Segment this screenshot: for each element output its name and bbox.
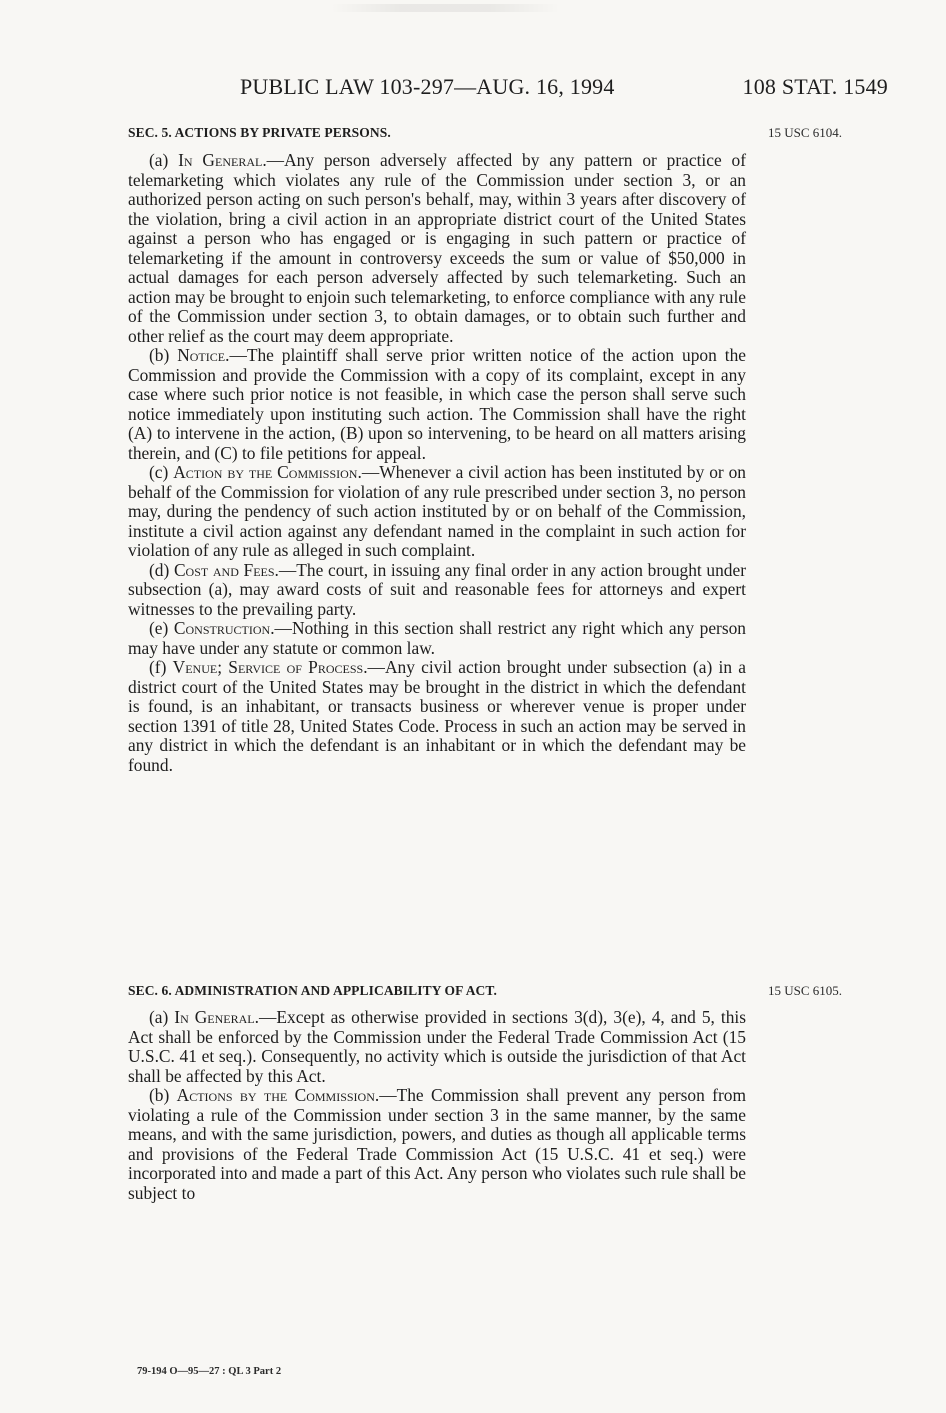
paragraph-label: (c): [149, 462, 174, 482]
paragraph-label: (b): [149, 1085, 177, 1105]
paragraph-text: —Any civil action brought under subsection (a) in a district court of the United States may be brought in the district in which the defendant is found, is an inhabitant, or transacts business or wherever venue is proper under section 1391 of title 28, United States Code. Process in such an action may be served in any district in which the defendant is an inhabitant or in which the defendant may be found.: [128, 657, 746, 775]
paragraph-caption: Action by the Commission.: [173, 462, 362, 482]
section-5-body: [128, 151, 746, 775]
paragraph-text: —Any person adversely affected by any pattern or practice of telemarketing which violates any rule of the Commission under section 3, or an authorized person acting on such person's behalf, may, within 3 years after discovery of the violation, bring a civil action in an appropriate district court of the United States against a person who has engaged or is engaging in such pattern or practice of telemarketing if the amount in controversy exceeds the sum or value of $50,000 in actual damages for each person adversely affected by such telemarketing. Such an action may be brought to enjoin such telemarketing, to enforce compliance with any rule of the Commission under section 3, to obtain damages, or to obtain such further and other relief as the court may deem appropriate.: [128, 150, 746, 346]
paragraph-caption: In General.: [174, 1007, 259, 1027]
section-5-heading: SEC. 5. ACTIONS BY PRIVATE PERSONS.: [128, 125, 391, 140]
section-6-body: [128, 1008, 746, 1203]
paragraph-label: (f): [149, 657, 173, 677]
section-5-paragraph-b: [128, 346, 746, 463]
paragraph-text: —Except as otherwise provided in sections 3(d), 3(e), 4, and 5, this Act shall be enforced by the Commission under the Federal Trade Commission Act (15 U.S.C. 41 et seq.). Consequently, no activity which is outside the jurisdiction of that Act shall be affected by this Act.: [128, 1007, 746, 1086]
running-head: [0, 74, 946, 106]
section-5-margin-note: 15 USC 6104.: [768, 125, 843, 140]
paragraph-label: (a): [149, 150, 179, 170]
printer-code-footer: 79-194 O—95—27 : QL 3 Part 2: [137, 1366, 282, 1377]
section-6-paragraph-b: [128, 1086, 746, 1203]
section-5-paragraph-f: [128, 658, 746, 775]
paragraph-label: (b): [149, 345, 178, 365]
paragraph-caption: Notice.: [177, 345, 230, 365]
section-5-paragraph-d: [128, 561, 746, 620]
section-6-margin-note: 15 USC 6105.: [768, 983, 843, 998]
paragraph-text: —The Commission shall prevent any person from violating a rule of the Commission under section 3 in the same manner, by the same means, and with the same jurisdiction, powers, and duties as though all applicable terms and provisions of the Federal Trade Commission Act (15 U.S.C. 41 et seq.) were incorporated into and made a part of this Act. Any person who violates such rule shall be subject to: [128, 1085, 746, 1203]
paragraph-caption: Cost and Fees.: [173, 559, 279, 580]
section-6-heading: SEC. 6. ADMINISTRATION AND APPLICABILITY OF ACT.: [128, 983, 497, 998]
running-head-title: PUBLIC LAW 103-297—AUG. 16, 1994: [240, 74, 615, 99]
paragraph-caption: In General.: [178, 150, 267, 170]
paragraph-text: —The court, in issuing any final order in any action brought under subsection (a), may award costs of suit and reasonable fees for attorneys and expert witnesses to the prevailing party.: [128, 559, 746, 619]
section-5-paragraph-c: [128, 463, 746, 561]
paragraph-text: —The plaintiff shall serve prior written notice of the action upon the Commission and provide the Commission with a copy of its complaint, except in any case where such prior notice is not feasible, in which case the person shall serve such notice immediately upon instituting such action. The Commission shall have the right (A) to intervene in the action, (B) upon so intervening, to be heard on all matters arising therein, and (C) to file petitions for appeal.: [128, 345, 746, 463]
show-through-smudge: [330, 4, 560, 12]
paragraph-label: (d): [149, 559, 174, 580]
section-6-paragraph-a: [128, 1008, 746, 1086]
section-5-paragraph-e: [128, 619, 746, 658]
paragraph-label: (e): [149, 618, 174, 638]
paragraph-label: (a): [149, 1007, 175, 1027]
paragraph-text: —Whenever a civil action has been instituted by or on behalf of the Commission for violation of any rule prescribed under section 3, no person may, during the pendency of such action instituted by or on behalf of the Commission, institute a civil action against any defendant named in the complaint in such action for violation of any rule as alleged in such complaint.: [128, 462, 746, 560]
paragraph-caption: Actions by the Commission.: [176, 1085, 380, 1105]
paragraph-caption: Construction.: [173, 618, 275, 638]
section-5-paragraph-a: [128, 151, 746, 346]
paragraph-caption: Venue; Service of Process.: [172, 657, 368, 677]
statute-page-number: 108 STAT. 1549: [742, 74, 888, 99]
paragraph-text: —Nothing in this section shall restrict any right which any person may have under any statute or common law.: [128, 618, 746, 658]
